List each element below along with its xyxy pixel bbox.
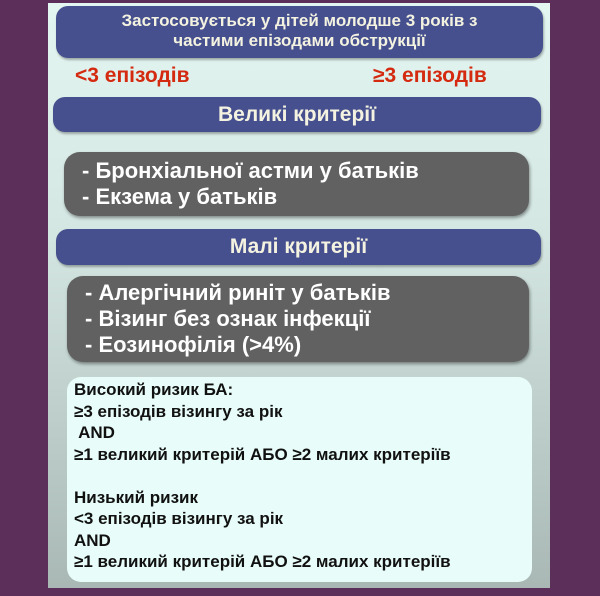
low-risk-line: ≥1 великий критерій АБО ≥2 малих критеріїв	[74, 552, 451, 571]
low-risk-title: Низький ризик	[74, 487, 199, 507]
minor-item: - Еозинофілія (>4%)	[85, 332, 302, 357]
minor-item: - Візинг без ознак інфекції	[85, 306, 371, 331]
minor-criteria-header	[56, 229, 541, 265]
minor-criteria-list	[67, 276, 529, 362]
high-risk-line: ≥3 епізодів візингу за рік	[74, 401, 283, 421]
major-criteria-header	[53, 97, 541, 132]
header-box	[56, 6, 543, 58]
high-risk-line: ≥1 великий критерій АБО ≥2 малих критеріїв	[74, 444, 451, 464]
major-criteria-list	[64, 152, 529, 216]
low-risk-line: <3 епізодів візингу за рік	[74, 509, 284, 528]
high-risk-title: Високий ризик БА:	[74, 380, 234, 399]
episodes-less-label: <3 епізодів	[75, 64, 190, 87]
major-criteria-title: Великі критерії	[217, 103, 377, 126]
high-risk-line: AND	[74, 423, 115, 442]
header-line-2: частими епізодами обструкції	[173, 31, 426, 50]
major-item: - Екзема у батьків	[82, 184, 278, 209]
episodes-more-label: ≥3 епізодів	[373, 64, 487, 87]
major-item: - Бронхіальної астми у батьків	[82, 158, 419, 183]
minor-item: - Алергічний риніт у батьків	[85, 280, 391, 305]
risk-box	[67, 377, 532, 582]
header-line-1: Застосовується у дітей молодше 3 років з	[121, 11, 478, 30]
low-risk-line: AND	[74, 530, 111, 550]
minor-criteria-title: Малі критерії	[229, 235, 368, 258]
